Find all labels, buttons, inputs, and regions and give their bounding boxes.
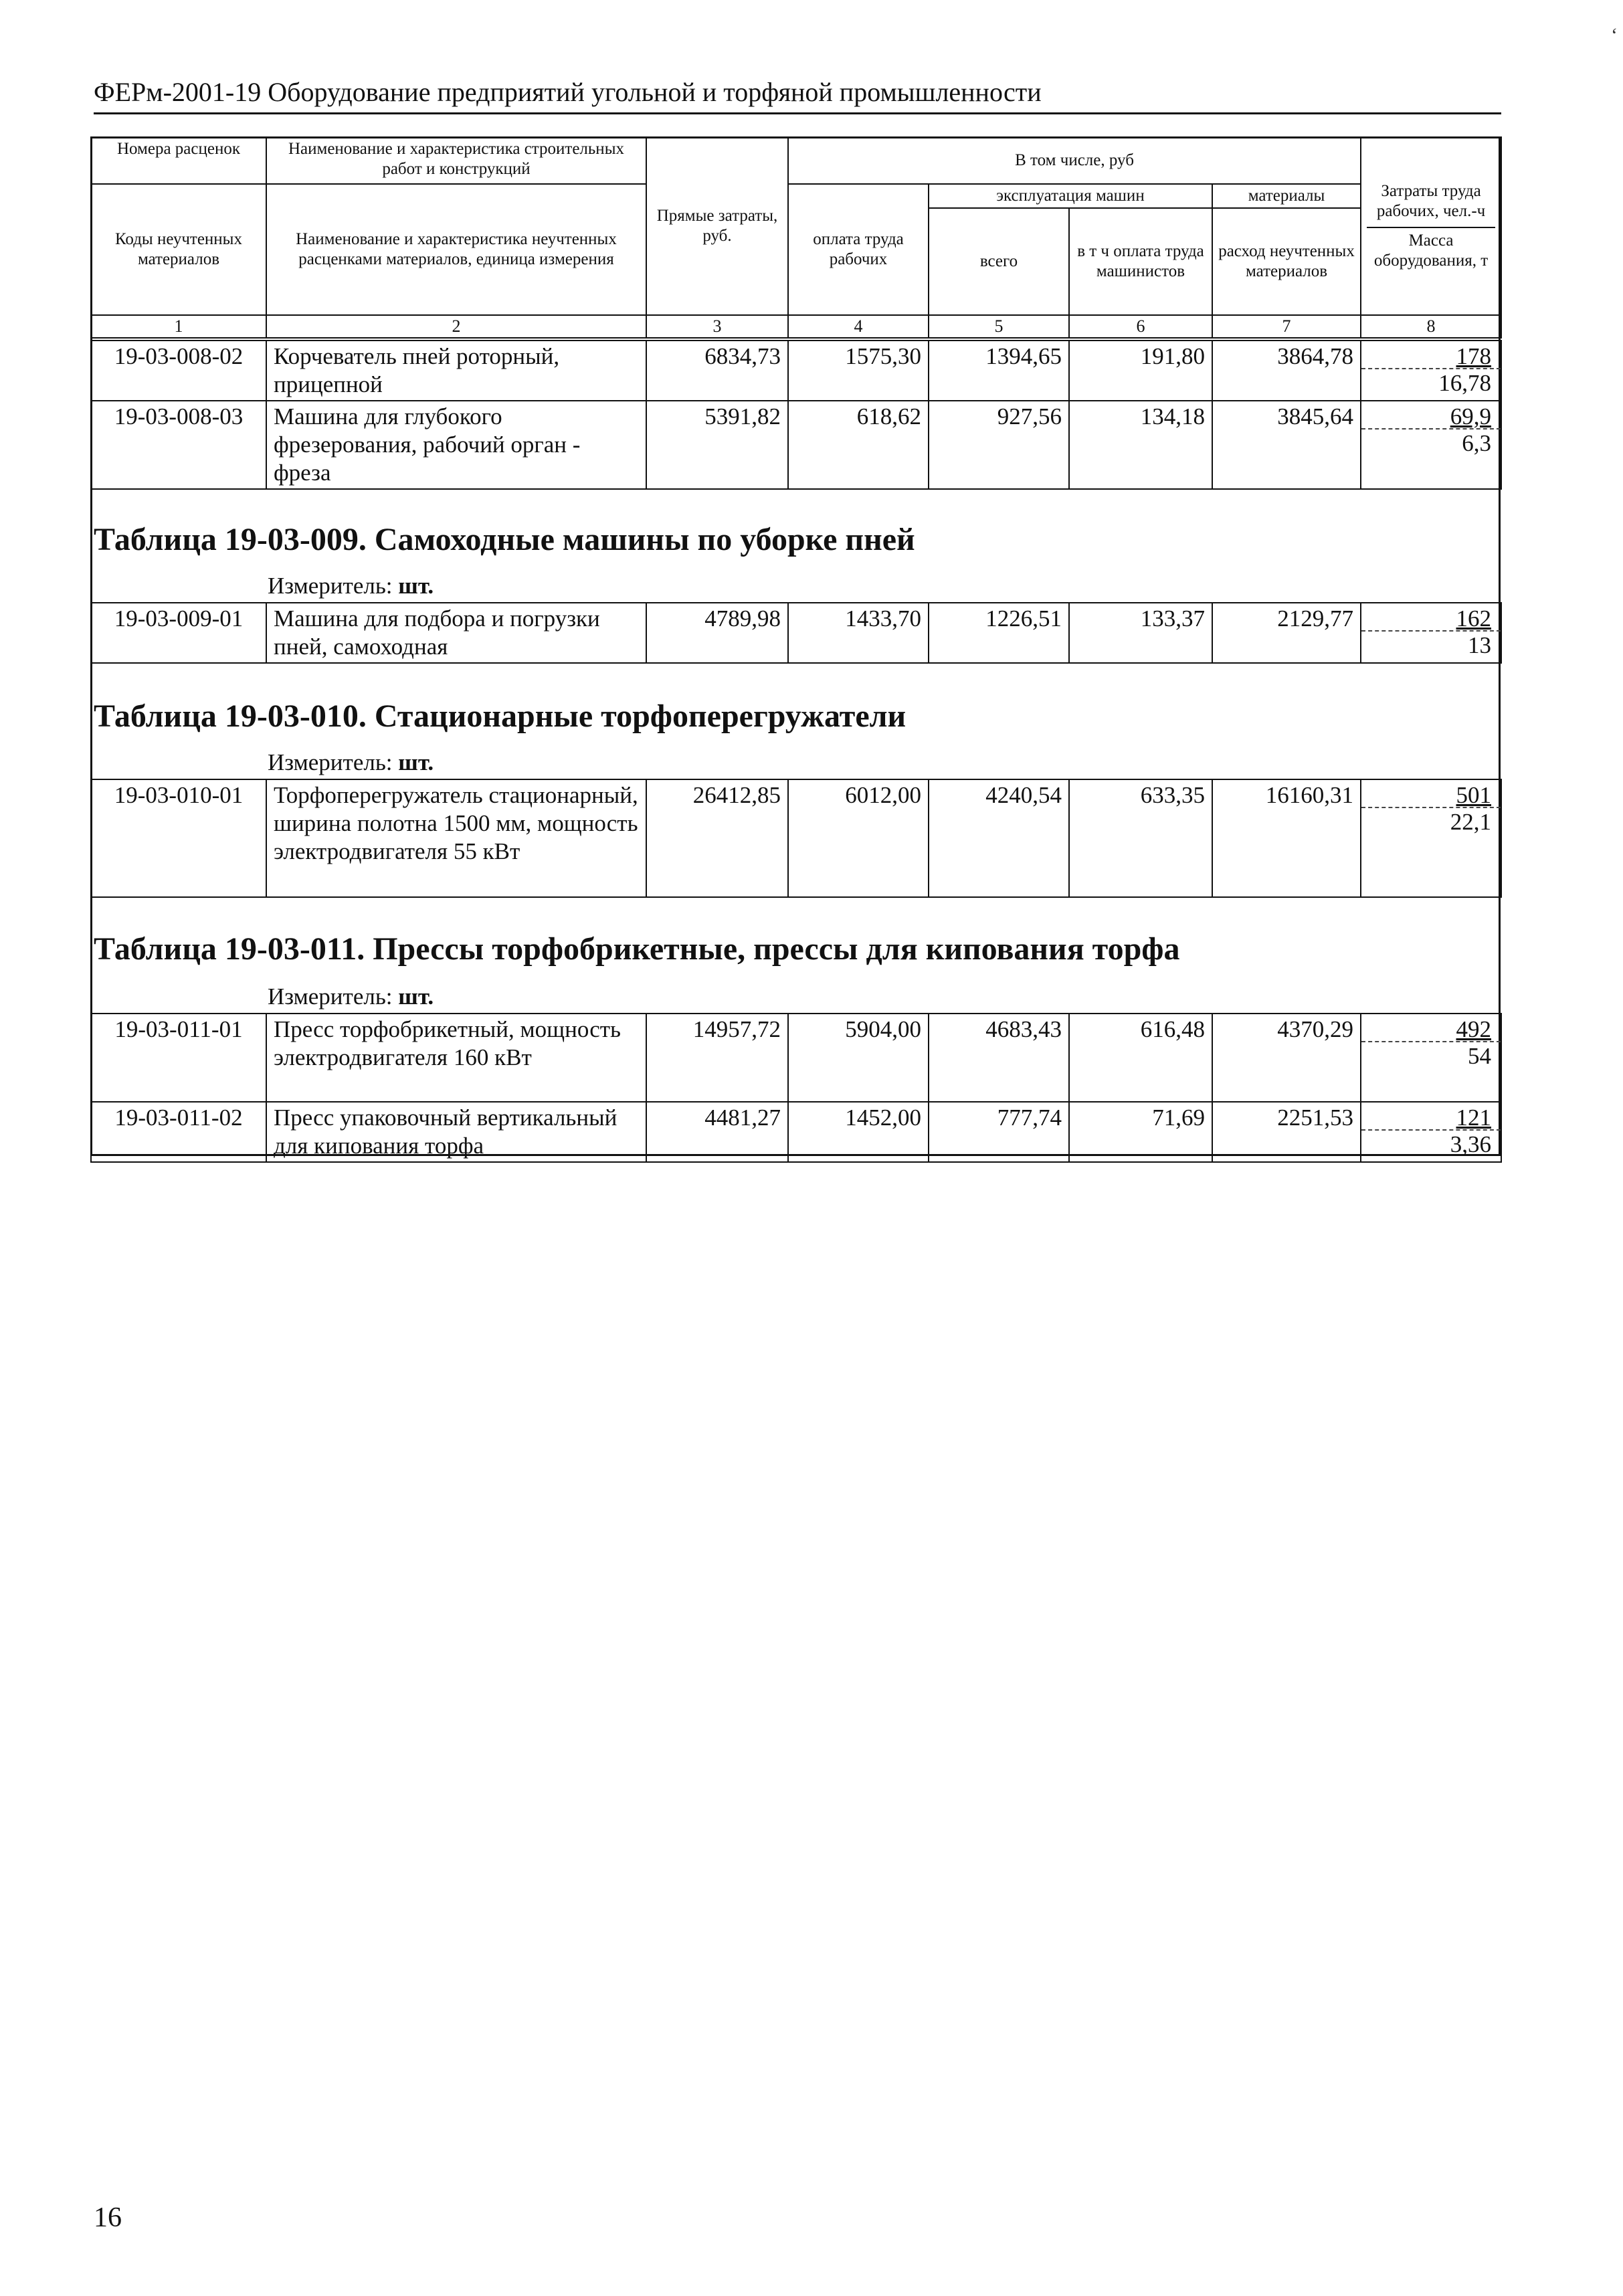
- direct-costs: 4481,27: [646, 1102, 788, 1162]
- header-direct-costs: Прямые затраты, руб.: [646, 137, 788, 315]
- machinist-wages: 191,80: [1069, 341, 1212, 401]
- direct-costs: 14957,72: [646, 1014, 788, 1102]
- table-title-010: Таблица 19-03-010. Стационарные торфоперегружатели: [94, 698, 906, 734]
- materials: 3845,64: [1212, 401, 1361, 489]
- rates-table-011: [90, 1013, 1502, 1163]
- labor-and-mass-cell: [1361, 341, 1501, 401]
- rates-table-009: [90, 602, 1502, 664]
- machines-total: 1394,65: [929, 341, 1069, 401]
- header-material-name: Наименование и характеристика неучтенных расценками материалов, единица измерения: [266, 184, 646, 315]
- machines-total: 927,56: [929, 401, 1069, 489]
- labor-hours: 492: [1361, 1014, 1501, 1042]
- header-work-name: Наименование и характеристика строительных работ и конструкций: [266, 137, 646, 184]
- rate-code: 19-03-009-01: [91, 603, 266, 663]
- header-material-consumption: расход неучтенных материалов: [1212, 208, 1361, 315]
- worker-wages: 1433,70: [788, 603, 929, 663]
- table-row: [91, 603, 1501, 663]
- rate-code: 19-03-011-01: [91, 1014, 266, 1102]
- table-title-009: Таблица 19-03-009. Самоходные машины по уборке пней: [94, 522, 915, 557]
- equipment-mass: 54: [1468, 1043, 1491, 1069]
- machines-total: 1226,51: [929, 603, 1069, 663]
- materials: 16160,31: [1212, 779, 1361, 897]
- meter-unit: шт.: [398, 983, 434, 1010]
- equipment-mass: 3,36: [1450, 1131, 1491, 1157]
- meter-010: [268, 749, 434, 776]
- rate-code: 19-03-010-01: [91, 779, 266, 897]
- table-row: [91, 1102, 1501, 1162]
- scan-mark: ‘: [1611, 24, 1618, 46]
- meter-unit: шт.: [398, 749, 434, 775]
- header-machinist-wages: в т ч оплата труда машинистов: [1069, 208, 1212, 315]
- worker-wages: 6012,00: [788, 779, 929, 897]
- machinist-wages: 71,69: [1069, 1102, 1212, 1162]
- col-number: 4: [788, 315, 929, 338]
- labor-and-mass-cell: [1361, 1102, 1501, 1162]
- col-number: 7: [1212, 315, 1361, 338]
- header-machine-operation: эксплуатация машин: [929, 184, 1212, 208]
- header-labor-hours: Затраты труда рабочих, чел.-ч: [1376, 182, 1486, 220]
- rate-code: 19-03-008-03: [91, 401, 266, 489]
- equipment-mass: 13: [1468, 632, 1491, 658]
- machinist-wages: 633,35: [1069, 779, 1212, 897]
- labor-hours: 162: [1361, 603, 1501, 632]
- rates-table-010: [90, 779, 1502, 898]
- labor-hours: 69,9: [1361, 401, 1501, 429]
- rates-table-008: [90, 340, 1502, 490]
- table-title-011: Таблица 19-03-011. Прессы торфобрикетные, прессы для кипования торфа: [94, 931, 1180, 967]
- meter-label: Измеритель:: [268, 573, 393, 599]
- header-including: В том числе, руб: [788, 137, 1361, 184]
- table-row: [91, 779, 1501, 897]
- col-number: 5: [929, 315, 1069, 338]
- direct-costs: 6834,73: [646, 341, 788, 401]
- rate-code: 19-03-008-02: [91, 341, 266, 401]
- equipment-mass: 22,1: [1450, 809, 1491, 835]
- header-materials: материалы: [1212, 184, 1361, 208]
- worker-wages: 1575,30: [788, 341, 929, 401]
- header-labor-and-mass: [1361, 137, 1501, 315]
- machines-total: 777,74: [929, 1102, 1069, 1162]
- labor-and-mass-cell: [1361, 401, 1501, 489]
- labor-and-mass-cell: [1361, 779, 1501, 897]
- materials: 2129,77: [1212, 603, 1361, 663]
- direct-costs: 5391,82: [646, 401, 788, 489]
- labor-hours: 501: [1361, 780, 1501, 808]
- rate-name: Машина для подбора и погрузки пней, самоходная: [266, 603, 646, 663]
- rate-name: Корчеватель пней роторный, прицепной: [266, 341, 646, 401]
- table-row: [91, 401, 1501, 489]
- machines-total: 4240,54: [929, 779, 1069, 897]
- labor-hours: 178: [1361, 341, 1501, 369]
- labor-and-mass-cell: [1361, 1014, 1501, 1102]
- equipment-mass: 6,3: [1462, 430, 1491, 456]
- col-number: 2: [266, 315, 646, 338]
- col-number: 6: [1069, 315, 1212, 338]
- machinist-wages: 616,48: [1069, 1014, 1212, 1102]
- page-number: 16: [94, 2202, 122, 2233]
- header-worker-wages: оплата труда рабочих: [788, 184, 929, 315]
- worker-wages: 1452,00: [788, 1102, 929, 1162]
- worker-wages: 618,62: [788, 401, 929, 489]
- worker-wages: 5904,00: [788, 1014, 929, 1102]
- col-number: 8: [1361, 315, 1501, 338]
- rate-name: Торфоперегружатель стационарный, ширина полотна 1500 мм, мощность электродвигателя 55 кВт: [266, 779, 646, 897]
- materials: 2251,53: [1212, 1102, 1361, 1162]
- header-material-codes: Коды неучтенных материалов: [91, 184, 266, 315]
- labor-hours: 121: [1361, 1103, 1501, 1131]
- meter-label: Измеритель:: [268, 983, 393, 1010]
- machines-total: 4683,43: [929, 1014, 1069, 1102]
- column-header-table: [90, 136, 1502, 339]
- direct-costs: 4789,98: [646, 603, 788, 663]
- meter-009: [268, 573, 434, 599]
- header-rate-numbers: Номера расценок: [91, 137, 266, 184]
- rate-code: 19-03-011-02: [91, 1102, 266, 1162]
- labor-and-mass-cell: [1361, 603, 1501, 663]
- materials: 4370,29: [1212, 1014, 1361, 1102]
- equipment-mass: 16,78: [1438, 370, 1491, 396]
- materials: 3864,78: [1212, 341, 1361, 401]
- section-divider: [90, 662, 1501, 664]
- rate-name: Машина для глубокого фрезерования, рабочий орган - фреза: [266, 401, 646, 489]
- col-number: 1: [91, 315, 266, 338]
- table-row: [91, 341, 1501, 401]
- meter-unit: шт.: [398, 573, 434, 599]
- machinist-wages: 133,37: [1069, 603, 1212, 663]
- machinist-wages: 134,18: [1069, 401, 1212, 489]
- rate-name: Пресс торфобрикетный, мощность электродвигателя 160 кВт: [266, 1014, 646, 1102]
- rate-name: Пресс упаковочный вертикальный для кипования торфа: [266, 1102, 646, 1162]
- meter-011: [268, 983, 434, 1010]
- direct-costs: 26412,85: [646, 779, 788, 897]
- col-number: 3: [646, 315, 788, 338]
- page-title: ФЕРм-2001-19 Оборудование предприятий угольной и торфяной промышленности: [94, 75, 1501, 114]
- header-divider: [1367, 227, 1495, 228]
- header-equipment-mass: Масса оборудования, т: [1373, 231, 1489, 270]
- table-row: [91, 1014, 1501, 1102]
- header-machines-total: всего: [929, 208, 1069, 315]
- meter-label: Измеритель:: [268, 749, 393, 775]
